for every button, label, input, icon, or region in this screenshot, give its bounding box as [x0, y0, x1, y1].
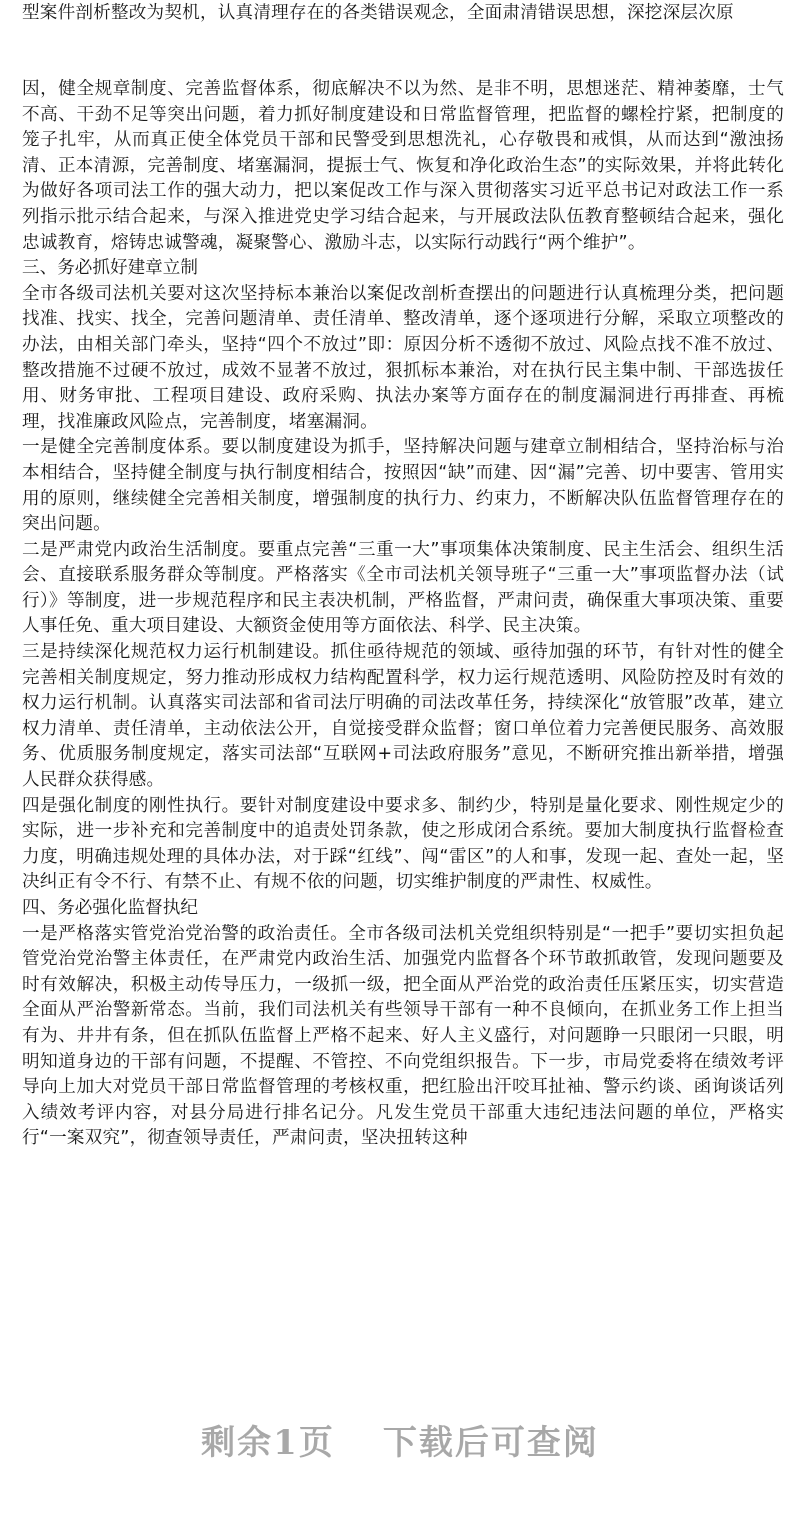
section-heading-4: 四、务必强化监督执纪	[22, 898, 198, 918]
paragraph-3: 一是健全完善制度体系。要以制度建设为抓手，坚持解决问题与建章立制相结合，坚持治标与治本相结合，坚持健全制度与执行制度相结合，按照因“缺”而建、因“漏”完善、切中要害、管用实用的原则，继续健全完善相关制度，增强制度的执行力、约束力，不断解决队伍监督管理存在的突出问题。	[22, 437, 784, 535]
paragraph-1: 因，健全规章制度、完善监督体系，彻底解决不以为然、是非不明，思想迷茫、精神萎靡，士气不高、干劲不足等突出问题，着力抓好制度建设和日常监督管理，把监督的螺栓拧紧，把制度的笼子扎牢，从而真正使全体党员干部和民警受到思想洗礼，心存敬畏和戒惧，从而达到“激浊扬清、正本清源，完善制度、堵塞漏洞，提振士气、恢复和净化政治生态”的实际效果，并将此转化为做好各项司法工作的强大动力，把以案促改工作与深入贯彻落实习近平总书记对政法工作一系列指示批示结合起来，与深入推进党史学习结合起来，与开展政法队伍教育整顿结合起来，强化忠诚教育，熔铸忠诚警魂，凝聚警心、激励斗志，以实际行动践行“两个维护”。	[22, 79, 784, 253]
paragraph-4: 二是严肃党内政治生活制度。要重点完善“三重一大”事项集体决策制度、民主生活会、组织生活会、直接联系服务群众等制度。严格落实《全市司法机关领导班子“三重一大”事项监督办法（试行）》等制度，进一步规范程序和民主表决机制，严格监督，严肃问责，确保重大事项决策、重要人事任免、重大项目建设、大额资金使用等方面依法、科学、民主决策。	[22, 539, 784, 637]
section-heading-3: 三、务必抓好建章立制	[22, 258, 198, 279]
paragraph-7: 一是严格落实管党治党治警的政治责任。全市各级司法机关党组织特别是“一把手”要切实担负起管党治党治警主体责任，在严肃党内政治生活、加强党内监督各个环节敢抓敢管，发现问题要及时有效解决，积极主动传导压力，一级抓一级，把全面从严治党的政治责任压紧压实，切实营造全面从严治警新常态。当前，我们司法机关有些领导干部有一种不良倾向，在抓业务工作上担当有为、井井有条，但在抓队伍监督上严格不起来、好人主义盛行，对问题睁一只眼闭一只眼，明明知道身边的干部有问题，不提醒、不管控、不向党组织报告。下一步，市局党委将在绩效考评导向上加大对党员干部日常监督管理的考核权重，把红脸出汗咬耳扯袖、警示约谈、函询谈话列入绩效考评内容，对县分局进行排名记分。凡发生党员干部重大违纪违法问题的单位，严格实行“一案双究”，彻查领导责任，严肃问责，坚决扭转这种	[22, 923, 784, 1149]
download-prompt-banner[interactable]	[0, 1408, 800, 1478]
page-top-text-line: 型案件剖析整改为契机，认真清理存在的各类错误观念，全面肃清错误思想，深挖深层次原	[22, 3, 734, 23]
remaining-pages-label: 剩余1页	[201, 1423, 335, 1463]
document-body	[22, 77, 784, 1152]
paragraph-6: 四是强化制度的刚性执行。要针对制度建设中要求多、制约少，特别是量化要求、刚性规定少的实际，进一步补充和完善制度中的追责处罚条款，使之形成闭合系统。要加大制度执行监督检查力度，明确违规处理的具体办法，对于踩“红线”、闯“雷区”的人和事，发现一起、查处一起，坚决纠正有令不行、有禁不止、有规不依的问题，切实维护制度的严肃性、权威性。	[22, 795, 784, 893]
paragraph-5: 三是持续深化规范权力运行机制建设。抓住亟待规范的领域、亟待加强的环节，有针对性的健全完善相关制度规定，努力推动形成权力结构配置科学，权力运行规范透明、风险防控及时有效的权力运行机制。认真落实司法部和省司法厅明确的司法改革任务，持续深化“放管服”改革，建立权力清单、责任清单，主动依法公开，自觉接受群众监督；窗口单位着力完善便民服务、高效服务、优质服务制度规定，落实司法部“互联网+司法政府服务”意见，不断研究推出新举措，增强人民群众获得感。	[22, 642, 784, 791]
paragraph-2: 全市各级司法机关要对这次坚持标本兼治以案促改剖析查摆出的问题进行认真梳理分类，把问题找准、找实、找全，完善问题清单、责任清单、整改清单，逐个逐项进行分解，采取立项整改的办法，由相关部门牵头，坚持“四个不放过”即：原因分析不透彻不放过、风险点找不准不放过、整改措施不过硬不放过，成效不显著不放过，狠抓标本兼治，对在执行民主集中制、干部选拔任用、财务审批、工程项目建设、政府采购、执法办案等方面存在的制度漏洞进行再排查、再梳理，找准廉政风险点，完善制度，堵塞漏洞。	[22, 283, 784, 432]
download-to-view-label[interactable]: 下载后可查阅	[382, 1423, 599, 1463]
